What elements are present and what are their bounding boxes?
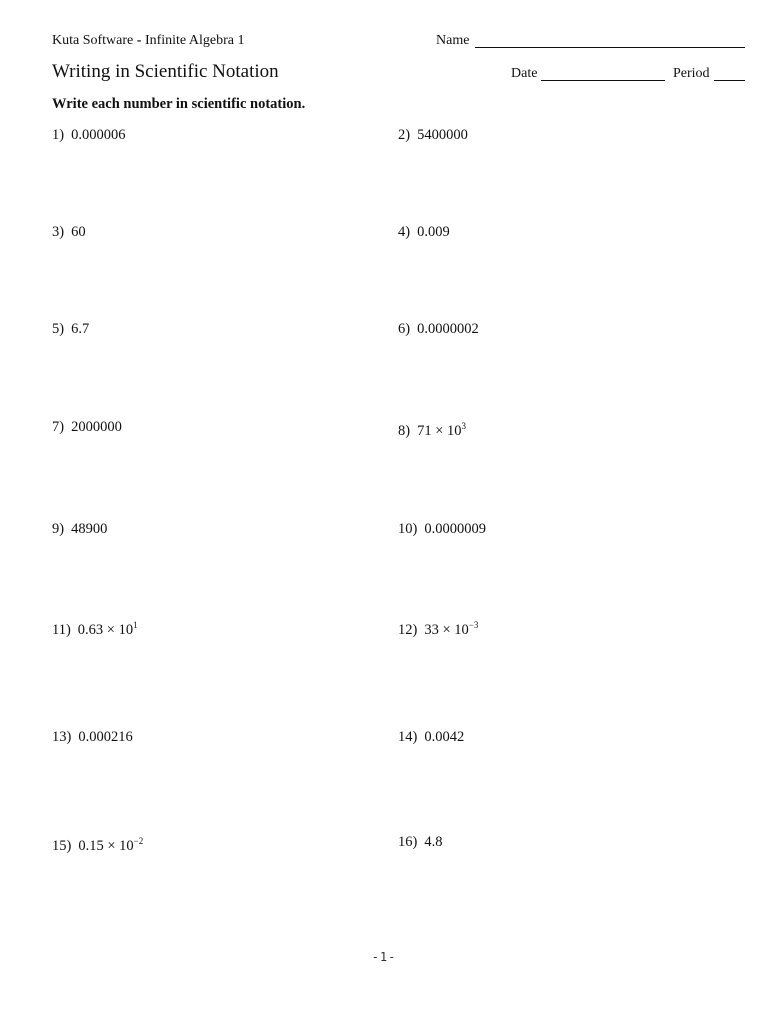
problem-number: 12) — [398, 622, 418, 638]
problem-14 — [398, 729, 464, 746]
problem-5 — [52, 321, 89, 338]
name-label: Name — [436, 33, 470, 48]
problem-2 — [398, 127, 468, 144]
problem-text: 0.000006 — [71, 127, 126, 143]
problem-15 — [52, 838, 143, 855]
problem-exponent: −3 — [468, 620, 479, 630]
problem-number: 10) — [398, 521, 418, 537]
problem-12 — [398, 622, 478, 639]
problem-number: 8) — [398, 423, 411, 439]
period-label: Period — [673, 66, 710, 81]
problem-7 — [52, 419, 122, 436]
problem-exponent: 3 — [461, 421, 467, 431]
problem-text: 33 × 10 — [424, 622, 469, 638]
problem-4 — [398, 224, 450, 241]
problem-9 — [52, 521, 107, 538]
problem-text: 48900 — [71, 521, 108, 537]
problem-8 — [398, 423, 466, 440]
problem-text: 71 × 10 — [417, 423, 462, 439]
problem-number: 7) — [52, 419, 65, 435]
problem-number: 9) — [52, 521, 65, 537]
problem-text: 0.0000009 — [424, 521, 486, 537]
problem-number: 1) — [52, 127, 65, 143]
problem-exponent: −2 — [133, 836, 144, 846]
problem-1 — [52, 127, 125, 144]
date-field-line[interactable] — [541, 80, 665, 81]
problem-6 — [398, 321, 479, 338]
problem-number: 16) — [398, 834, 418, 850]
problem-exponent: 1 — [133, 620, 138, 630]
problem-text: 5400000 — [417, 127, 468, 143]
page-title: Writing in Scientific Notation — [52, 61, 279, 82]
publisher-name: Kuta Software — [52, 33, 134, 48]
problem-16 — [398, 834, 442, 851]
problem-3 — [52, 224, 86, 241]
problem-11 — [52, 622, 138, 639]
page-number: -1- — [371, 950, 397, 964]
problem-text: 0.009 — [417, 224, 450, 240]
problem-text: 0.0000002 — [417, 321, 479, 337]
problem-number: 13) — [52, 729, 72, 745]
name-field-line[interactable] — [475, 47, 745, 48]
problem-text: 2000000 — [71, 419, 122, 435]
problem-number: 6) — [398, 321, 411, 337]
problem-number: 5) — [52, 321, 65, 337]
problem-text: 60 — [71, 224, 86, 240]
problem-text: 0.0042 — [424, 729, 465, 745]
problem-number: 15) — [52, 838, 72, 854]
source-separator: - — [133, 33, 145, 48]
problem-text: 6.7 — [71, 321, 90, 337]
problem-10 — [398, 521, 486, 538]
problem-text: 0.15 × 10 — [78, 838, 134, 854]
problem-number: 14) — [398, 729, 418, 745]
problem-text: 0.63 × 10 — [77, 622, 134, 638]
problem-text: 4.8 — [424, 834, 443, 850]
problem-number: 11) — [52, 622, 71, 638]
problem-number: 4) — [398, 224, 411, 240]
problem-number: 2) — [398, 127, 411, 143]
worksheet-source — [52, 33, 244, 49]
problem-13 — [52, 729, 133, 746]
instructions: Write each number in scientific notation. — [52, 96, 306, 112]
period-field-line[interactable] — [714, 80, 745, 81]
problem-text: 0.000216 — [78, 729, 133, 745]
course-name: Infinite Algebra 1 — [144, 33, 245, 48]
problem-number: 3) — [52, 224, 65, 240]
date-label: Date — [511, 66, 538, 81]
